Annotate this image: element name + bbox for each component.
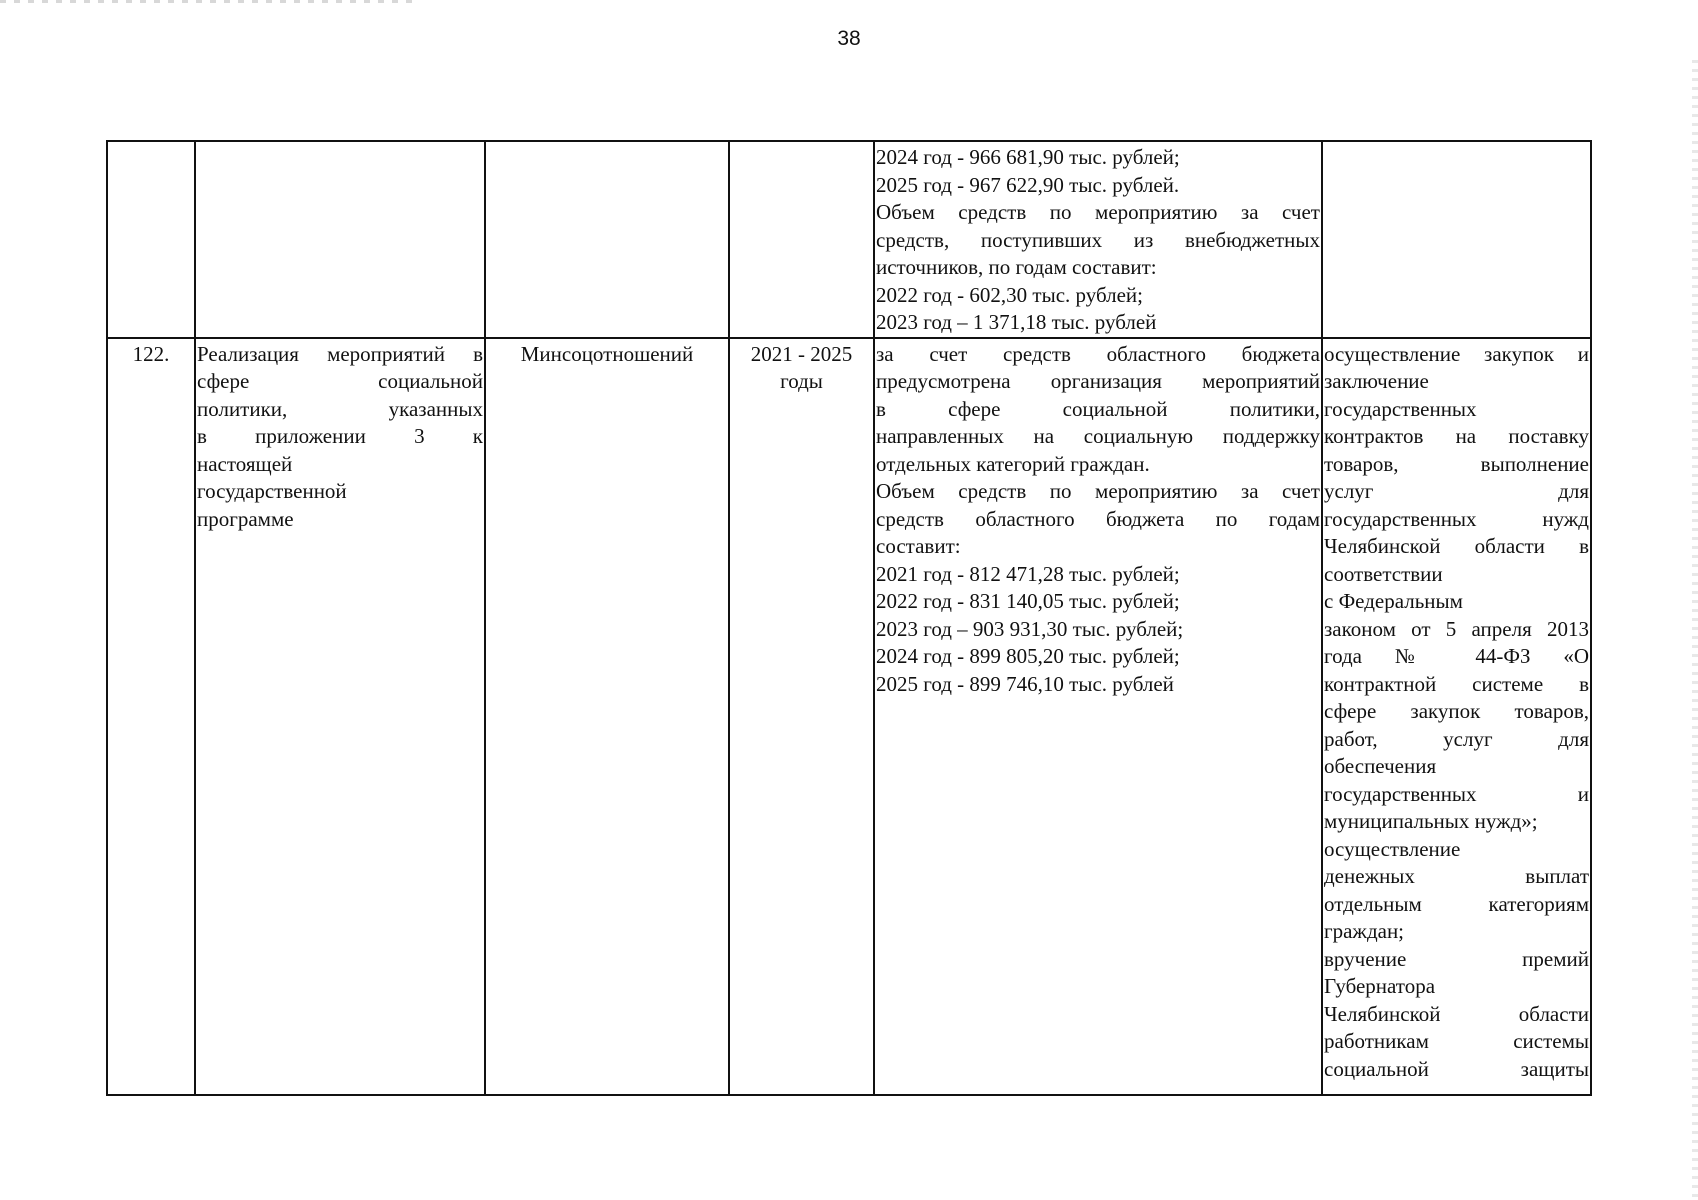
cell-row-number: 122.	[107, 338, 195, 1095]
program-measures-table	[106, 140, 1592, 1096]
text-line: 2022 год - 831 140,05 тыс. рублей;	[876, 589, 1180, 613]
text-line: отдельным категориям	[1324, 891, 1589, 916]
text-line: 2023 год – 1 371,18 тыс. рублей	[876, 310, 1157, 334]
text-line: государственных нужд	[1324, 506, 1589, 531]
text-line: сфере закупок товаров,	[1324, 699, 1589, 723]
text-line: осуществление закупок и	[1324, 341, 1589, 366]
cell-period-empty	[729, 141, 874, 338]
table-row-122	[107, 338, 1591, 1095]
text-line: товаров, выполнение	[1324, 451, 1589, 476]
text-line: с Федеральным	[1324, 589, 1463, 613]
text-line: политики, указанных	[197, 396, 483, 421]
cell-number-empty	[107, 141, 195, 338]
text-line: источников, по годам составит:	[876, 255, 1157, 279]
scan-artifact-top	[0, 0, 420, 3]
cell-executor-empty	[485, 141, 729, 338]
text-line: 2022 год - 602,30 тыс. рублей;	[876, 282, 1144, 307]
text-line: годы	[780, 369, 823, 393]
cell-measure-description	[874, 338, 1322, 1095]
text-line: граждан;	[1324, 919, 1405, 943]
text-line: соответствии	[1324, 561, 1443, 586]
text-line: Объем средств по мероприятию за счет	[876, 200, 1320, 224]
text-line: Губернатора	[1324, 974, 1436, 998]
cell-measure-name	[195, 338, 485, 1095]
text-line: Объем средств по мероприятию за счет	[876, 479, 1320, 503]
text-line: осуществление	[1324, 836, 1461, 861]
text-line: за счет средств областного бюджета	[876, 341, 1320, 366]
cell-executor: Минсоцотношений	[485, 338, 729, 1095]
text-line: работ, услуг для	[1324, 726, 1589, 751]
text-line: 2023 год – 903 931,30 тыс. рублей;	[876, 616, 1184, 641]
text-line: Челябинской области	[1324, 1001, 1589, 1026]
text-line: социальной защиты	[1324, 1056, 1589, 1081]
text-line: средств, поступивших из внебюджетных	[876, 227, 1320, 252]
text-line: программе	[197, 506, 294, 531]
cell-measure-continuation	[874, 141, 1322, 338]
text-line: 2021 год - 812 471,28 тыс. рублей;	[876, 561, 1180, 586]
text-line: государственных	[1324, 396, 1477, 421]
text-line: государственных и	[1324, 781, 1589, 806]
text-line: 2024 год - 966 681,90 тыс. рублей;	[876, 145, 1180, 169]
text-line: Челябинской области в	[1324, 534, 1589, 558]
cell-period	[729, 338, 874, 1095]
text-line: 2024 год - 899 805,20 тыс. рублей;	[876, 644, 1180, 668]
text-line: направленных на социальную поддержку	[876, 424, 1320, 448]
text-line: составит:	[876, 534, 961, 558]
cell-result-empty	[1322, 141, 1591, 338]
text-line: настоящей	[197, 451, 293, 476]
page-number: 38	[837, 27, 861, 50]
text-line: контрактной системе в	[1324, 671, 1589, 696]
text-line: года № 44-ФЗ «О	[1324, 644, 1589, 668]
text-line: заключение	[1324, 369, 1429, 393]
text-line: сфере социальной	[197, 369, 483, 393]
text-line: законом от 5 апреля 2013	[1324, 616, 1589, 641]
text-line: в приложении 3 к	[197, 424, 483, 448]
cell-expected-result	[1322, 338, 1591, 1095]
text-line: денежных выплат	[1324, 864, 1589, 888]
text-line: работникам системы	[1324, 1029, 1589, 1053]
text-line: 2025 год - 967 622,90 тыс. рублей.	[876, 172, 1180, 197]
text-line: средств областного бюджета по годам	[876, 506, 1320, 531]
scan-artifact-right-edge	[1692, 60, 1698, 1200]
text-line: Реализация мероприятий в	[197, 341, 483, 366]
cell-name-empty	[195, 141, 485, 338]
text-line: отдельных категорий граждан.	[876, 451, 1150, 476]
text-line: обеспечения	[1324, 754, 1437, 778]
text-line: услуг для	[1324, 479, 1589, 503]
text-line: муниципальных нужд»;	[1324, 809, 1538, 833]
text-line: контрактов на поставку	[1324, 424, 1589, 448]
text-line: предусмотрена организация мероприятий	[876, 369, 1320, 393]
text-line: в сфере социальной политики,	[876, 396, 1320, 421]
text-line: 2021 - 2025	[750, 341, 853, 366]
table-row-continuation	[107, 141, 1591, 338]
text-line: государственной	[197, 479, 347, 503]
text-line: 2025 год - 899 746,10 тыс. рублей	[876, 671, 1174, 696]
text-line: вручение премий	[1324, 946, 1589, 971]
